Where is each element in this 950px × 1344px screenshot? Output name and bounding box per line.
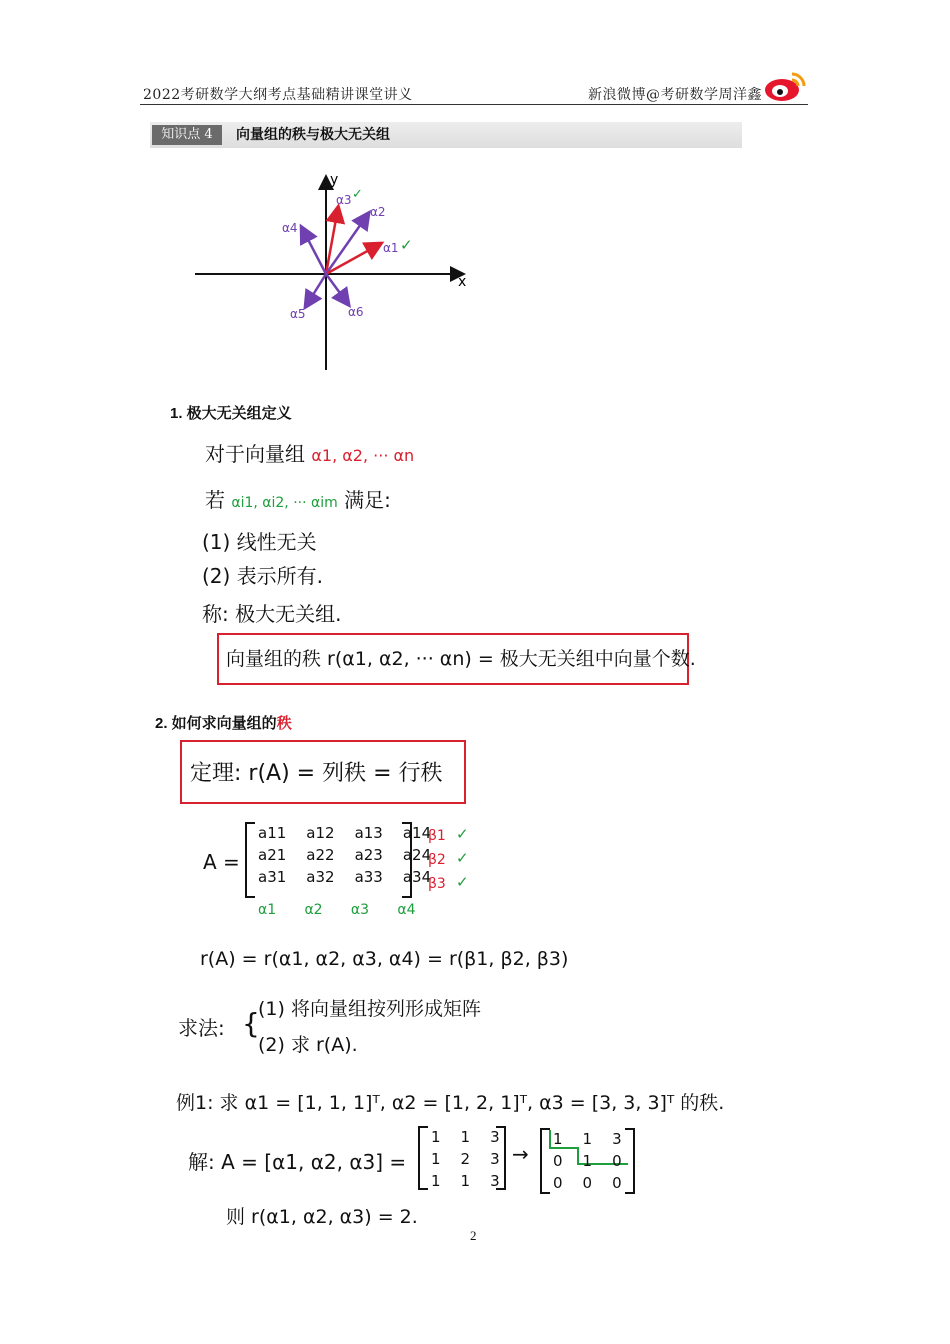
matrix-cell: 0 [553,1174,563,1192]
cond2: (2) 表示所有. [202,564,324,588]
matrix-cell: a34 [402,868,432,886]
label-alpha3: α3 [336,193,352,207]
matrix-cell: a21 [258,846,287,864]
vector-diagram [190,170,480,375]
matrix-cell: 1 [431,1128,441,1146]
col-label-alpha2: α2 [304,902,323,918]
part2-heading-prefix: 2. 如何求向量组的 [155,715,277,732]
theorem: 定理: r(A) = 列秩 = 行秩 [190,761,443,786]
section-title: 向量组的秩与极大无关组 [236,127,390,143]
matrix-cell: 3 [490,1150,500,1168]
matrix-row [421,1126,510,1148]
example-label: 例1: [176,1092,214,1114]
weibo-logo-icon [762,66,808,104]
label-alpha4: α4 [282,221,298,235]
matrix-cell: a33 [354,868,383,886]
check-icon: ✓ [456,849,469,867]
matrix-row [248,822,441,844]
row-label-beta1: β1 [428,828,446,844]
y-label: y [330,172,339,188]
matrix-row [421,1148,510,1170]
header-left: 2022考研数学大纲考点基础精讲课堂讲义 [143,87,413,103]
col-label-alpha1: α1 [258,902,277,918]
solution-expression: A = [α1, α2, α3] = [221,1150,407,1174]
cond1: (1) 线性无关 [202,530,317,554]
matrix-cell: 1 [460,1172,471,1190]
method-2: (2) 求 r(A). [258,1034,358,1056]
line1-prefix: 对于向量组 [205,442,305,466]
part1-line1 [205,438,414,467]
label-alpha6: α6 [348,305,364,319]
part2-heading [155,712,292,733]
arrow-icon: → [512,1142,529,1166]
check-alpha1: ✓ [400,236,413,254]
matrix-cell: a23 [354,846,383,864]
example-line [176,1088,724,1115]
label-alpha1: α1 [383,241,399,255]
part2-heading-emph: 秩 [276,715,292,732]
part1-line2 [205,484,391,513]
method-label: 求法: [178,1016,225,1040]
solution-label: 解: [188,1150,215,1174]
matrix-cell: a24 [402,846,432,864]
matrix-cell: a11 [258,824,287,842]
matrix-m1 [421,1126,510,1192]
matrix-cell: a14 [402,824,432,842]
header-rule [140,104,808,105]
matrix-cell: 3 [490,1172,500,1190]
matrix-row [421,1170,510,1192]
row-labels [428,824,446,896]
matrix-cell: 3 [490,1128,500,1146]
row-label-beta3: β3 [428,876,446,892]
part1-heading: 1. 极大无关组定义 [170,405,292,422]
matrix-cell: 1 [582,1130,593,1148]
matrix-m2 [543,1128,632,1194]
matrix-cell: a12 [306,824,335,842]
matrix-cell: 0 [612,1174,622,1192]
part1-line3: 称: 极大无关组. [202,602,342,626]
matrix-label: A = [203,850,240,874]
header-right: 新浪微博@考研数学周洋鑫 [588,87,762,103]
matrix-row [248,866,441,888]
line2-vectors: αi1, αi2, ··· αim [231,495,338,511]
matrix-cell: 0 [553,1152,563,1170]
col-label-alpha4: α4 [397,902,416,918]
label-alpha2: α2 [370,205,386,219]
matrix-row [248,844,441,866]
matrix-cell: a13 [354,824,383,842]
example-text: 求 α1 = [1, 1, 1]ᵀ, α2 = [1, 2, 1]ᵀ, α3 = [3, 3, 3]ᵀ 的秩. [219,1092,725,1114]
matrix-cell: 1 [460,1128,471,1146]
row-checks [456,822,469,894]
section-tag: 知识点 4 [152,125,222,145]
matrix-cell: a22 [306,846,335,864]
matrix-row [543,1128,632,1150]
line1-vectors: α1, α2, ··· αn [311,446,415,465]
matrix-row [543,1172,632,1194]
check-alpha3: ✓ [352,187,363,202]
check-icon: ✓ [456,825,469,843]
matrix-cell: 1 [582,1152,593,1170]
rank-equation: r(A) = r(α1, α2, α3, α4) = r(β1, β2, β3) [200,948,569,970]
matrix-cell: a31 [258,868,287,886]
method-1: (1) 将向量组按列形成矩阵 [258,998,481,1020]
matrix-cell: 1 [553,1130,563,1148]
matrix-cell: 3 [612,1130,622,1148]
matrix-cell: 2 [460,1150,471,1168]
rank-definition: 向量组的秩 r(α1, α2, ··· αn) = 极大无关组中向量个数. [226,648,696,670]
matrix-cell: 1 [431,1172,441,1190]
solution-lhs [188,1146,406,1175]
line2-suffix: 满足: [344,488,391,512]
example-result: 则 r(α1, α2, α3) = 2. [226,1206,418,1228]
row-label-beta2: β2 [428,852,446,868]
matrix-row [543,1150,632,1172]
page-number: 2 [470,1228,477,1243]
matrix-cell: 1 [431,1150,441,1168]
matrix-cell: a32 [306,868,335,886]
matrix-cell: 0 [582,1174,593,1192]
method-brace: { [242,1007,260,1040]
label-alpha5: α5 [290,307,306,321]
matrix-a [248,822,441,888]
col-label-alpha3: α3 [350,902,370,918]
col-labels [258,902,439,918]
matrix-cell: 0 [612,1152,622,1170]
line2-prefix: 若 [205,488,225,512]
check-icon: ✓ [456,873,469,891]
x-label: x [458,274,467,290]
